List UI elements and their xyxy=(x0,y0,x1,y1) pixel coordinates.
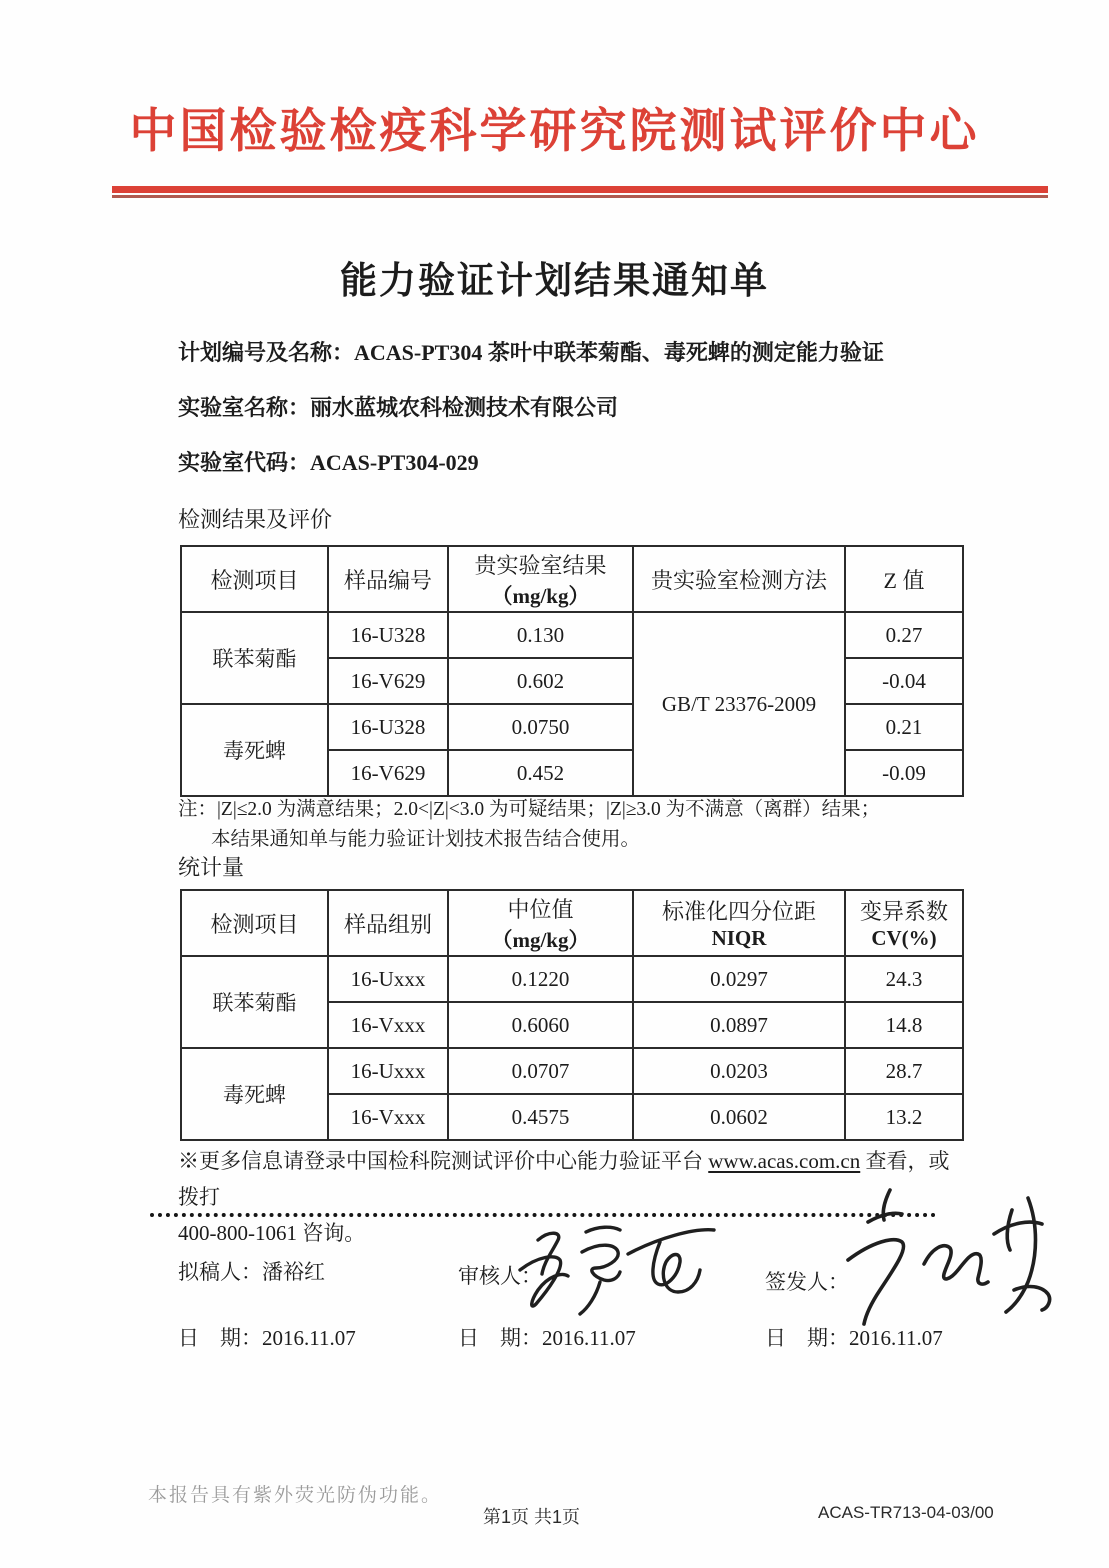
more-info-suffix: 查看，或拨打 xyxy=(178,1149,950,1209)
result-value: 0.130 xyxy=(448,612,633,658)
result-value: 0.0750 xyxy=(448,704,633,750)
drafter-name: 潘裕红 xyxy=(262,1260,325,1284)
stats-header-niqr xyxy=(633,890,845,956)
lab-name-line xyxy=(178,391,618,422)
document-code: ACAS-TR713-04-03/00 xyxy=(818,1503,994,1522)
date-label: 日 期： xyxy=(458,1326,542,1350)
plan-number-line xyxy=(178,336,884,367)
dotted-separator xyxy=(150,1213,936,1217)
group-id: 16-Uxxx xyxy=(328,956,448,1002)
results-header-row xyxy=(181,546,963,612)
reviewer-signature-icon xyxy=(508,1218,723,1333)
stats-header-item: 检测项目 xyxy=(181,890,328,956)
median-value: 0.0707 xyxy=(448,1048,633,1094)
z-value: -0.04 xyxy=(845,658,963,704)
stats-header-row xyxy=(181,890,963,956)
results-header-z: Z 值 xyxy=(845,546,963,612)
security-feature-note: 本报告具有紫外荧光防伪功能。 xyxy=(148,1485,443,1506)
lab-code-label: 实验室代码： xyxy=(178,450,311,475)
reviewer-date-line xyxy=(458,1322,636,1352)
table-row xyxy=(181,612,963,658)
niqr-value: 0.0602 xyxy=(633,1094,845,1140)
date-value: 2016.11.07 xyxy=(262,1326,356,1350)
group-id: 16-Uxxx xyxy=(328,1048,448,1094)
drafter-line xyxy=(178,1256,325,1286)
stats-header-niqr-line1: 标准化四分位距 xyxy=(661,899,816,924)
z-score-note-line1: 注：|Z|≤2.0 为满意结果；2.0<|Z|<3.0 为可疑结果；|Z|≥3.0 为不满意（离群）结果； xyxy=(178,799,881,820)
z-value: -0.09 xyxy=(845,750,963,796)
reviewer-label: 审核人： xyxy=(458,1264,542,1288)
results-item-bifenthrin: 联苯菊酯 xyxy=(181,612,328,704)
results-header-result-unit: （mg/kg） xyxy=(491,583,590,608)
z-score-note xyxy=(178,795,880,855)
sample-id: 16-U328 xyxy=(328,704,448,750)
lab-name-label: 实验室名称： xyxy=(178,395,311,420)
cv-value: 24.3 xyxy=(845,956,963,1002)
sample-id: 16-V629 xyxy=(328,658,448,704)
cv-value: 13.2 xyxy=(845,1094,963,1140)
more-info-prefix: ※更多信息请登录中国检科院测试评价中心能力验证平台 xyxy=(178,1149,709,1173)
stats-header-group: 样品组别 xyxy=(328,890,448,956)
group-id: 16-Vxxx xyxy=(328,1002,448,1048)
median-value: 0.6060 xyxy=(448,1002,633,1048)
lab-name-value: 丽水蓝城农科检测技术有限公司 xyxy=(310,395,619,420)
z-value: 0.21 xyxy=(845,704,963,750)
page-number: 第1页 共1页 xyxy=(483,1507,581,1527)
plan-number-label: 计划编号及名称： xyxy=(178,340,355,365)
z-score-note-line2: 本结果通知单与能力验证计划技术报告结合使用。 xyxy=(211,829,641,850)
z-value: 0.27 xyxy=(845,612,963,658)
results-header-result xyxy=(448,546,633,612)
stats-header-cv-line1: 变异系数 xyxy=(859,899,948,924)
sample-id: 16-V629 xyxy=(328,750,448,796)
stats-section-title: 统计量 xyxy=(178,855,245,880)
divider-thick-line xyxy=(112,186,1048,193)
result-value: 0.452 xyxy=(448,750,633,796)
stats-table xyxy=(180,889,964,1141)
date-label: 日 期： xyxy=(178,1326,262,1350)
niqr-value: 0.0297 xyxy=(633,956,845,1002)
results-header-item: 检测项目 xyxy=(181,546,328,612)
method-value: GB/T 23376-2009 xyxy=(633,612,845,796)
stats-header-cv xyxy=(845,890,963,956)
drafter-date-line xyxy=(178,1322,356,1352)
date-value: 2016.11.07 xyxy=(542,1326,636,1350)
issuer-label: 签发人： xyxy=(765,1270,849,1294)
website-link: www.acas.com.cn xyxy=(708,1149,861,1173)
niqr-value: 0.0203 xyxy=(633,1048,845,1094)
letterhead-divider xyxy=(112,186,1048,198)
sample-id: 16-U328 xyxy=(328,612,448,658)
median-value: 0.4575 xyxy=(448,1094,633,1140)
more-info-line2: 400-800-1061 咨询。 xyxy=(178,1221,366,1245)
cv-value: 14.8 xyxy=(845,1002,963,1048)
lab-code-value: ACAS-PT304-029 xyxy=(310,450,479,475)
stats-item-bifenthrin: 联苯菊酯 xyxy=(181,956,328,1048)
stats-header-median xyxy=(448,890,633,956)
results-header-method: 贵实验室检测方法 xyxy=(633,546,845,612)
stats-header-cv-line2: CV(%) xyxy=(871,926,937,950)
stats-item-chlorpyrifos: 毒死蜱 xyxy=(181,1048,328,1140)
results-section-title: 检测结果及评价 xyxy=(178,507,333,532)
table-row xyxy=(181,704,963,750)
plan-number-value: ACAS-PT304 茶叶中联苯菊酯、毒死蜱的测定能力验证 xyxy=(354,340,884,365)
divider-thin-line xyxy=(112,195,1048,198)
median-value: 0.1220 xyxy=(448,956,633,1002)
lab-code-line xyxy=(178,446,479,477)
table-row xyxy=(181,1048,963,1094)
results-item-chlorpyrifos: 毒死蜱 xyxy=(181,704,328,796)
results-table xyxy=(180,545,964,797)
table-row xyxy=(181,956,963,1002)
stats-header-median-unit: （mg/kg） xyxy=(491,927,590,952)
stats-header-niqr-line2: NIQR xyxy=(711,926,767,950)
niqr-value: 0.0897 xyxy=(633,1002,845,1048)
issuer-date-line xyxy=(765,1322,943,1352)
cv-value: 28.7 xyxy=(845,1048,963,1094)
organization-title: 中国检验检疫科学研究院测试评价中心 xyxy=(129,106,980,158)
stats-header-median-line1: 中位值 xyxy=(507,896,574,922)
date-label: 日 期： xyxy=(765,1326,849,1350)
results-header-result-line1: 贵实验室结果 xyxy=(474,552,607,578)
drafter-label: 拟稿人： xyxy=(178,1260,262,1284)
results-header-sample: 样品编号 xyxy=(328,546,448,612)
group-id: 16-Vxxx xyxy=(328,1094,448,1140)
reviewer-signature xyxy=(508,1218,723,1333)
result-value: 0.602 xyxy=(448,658,633,704)
date-value: 2016.11.07 xyxy=(849,1326,943,1350)
document-title: 能力验证计划结果通知单 xyxy=(340,260,769,301)
